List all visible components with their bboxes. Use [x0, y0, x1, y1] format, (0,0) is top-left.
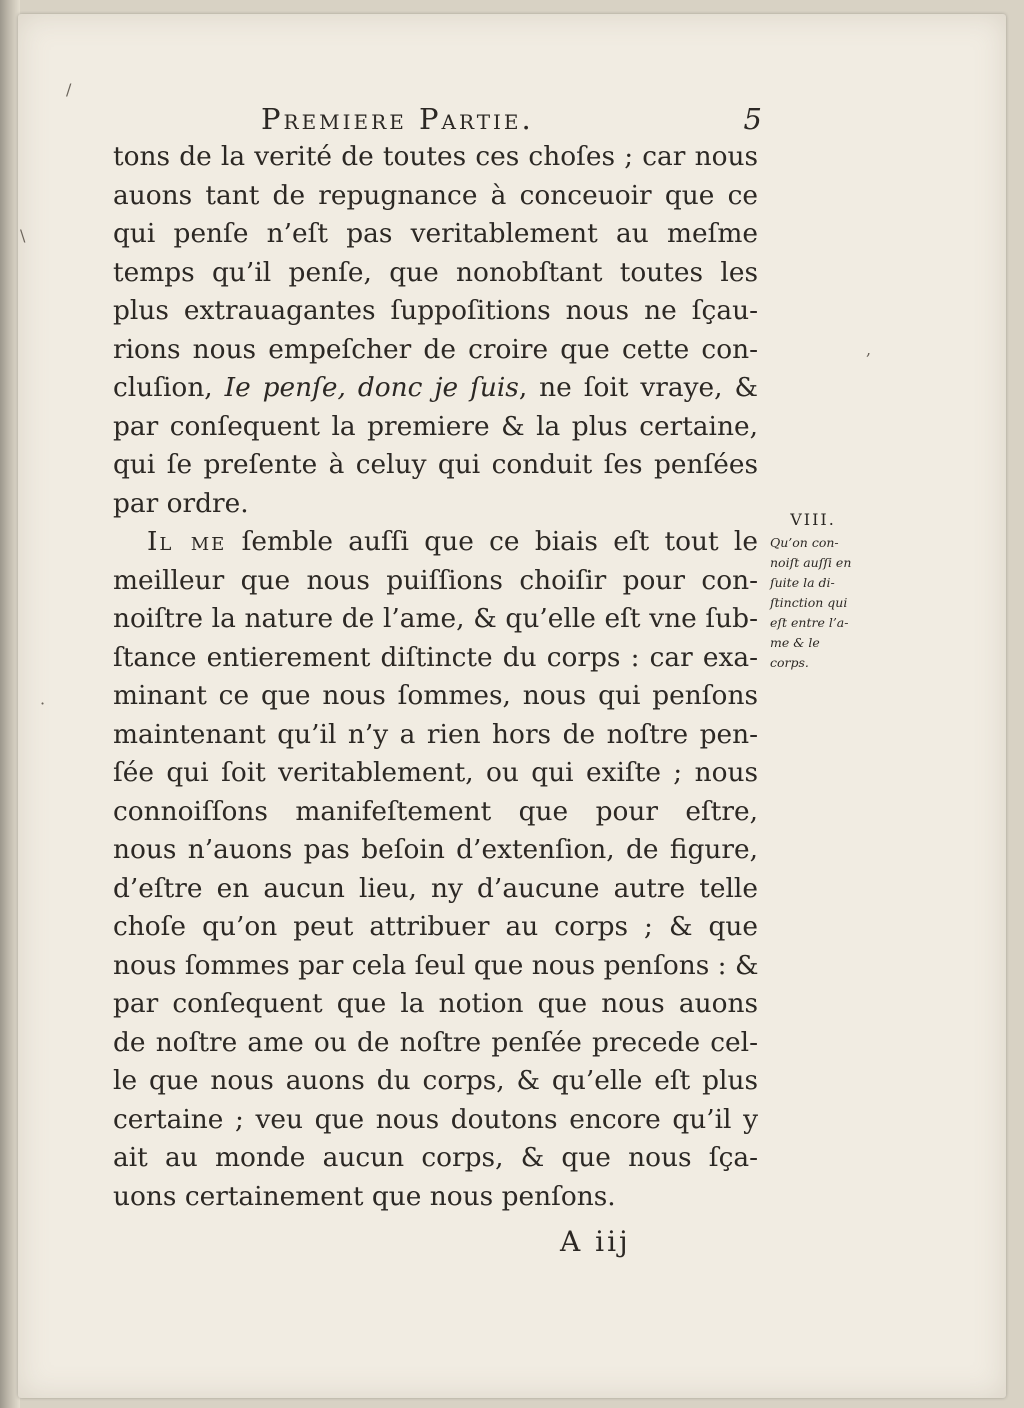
text-line: tons de la verité de toutes ces choſes ; car nous — [113, 141, 758, 172]
text-line: le que nous auons du corps, & qu’elle eſt plus — [113, 1065, 758, 1096]
body-text — [113, 138, 758, 1216]
text-line: ſtance entierement diſtincte du corps : car exa- — [113, 641, 758, 673]
text-line: noiſtre la nature de l’ame, & qu’elle eſt vne ſub- — [113, 603, 758, 634]
text-line: meilleur que nous puiſſions choiſir pour con- — [113, 564, 758, 596]
text-line: choſe qu’on peut attribuer au corps ; & que — [113, 911, 758, 942]
text-line: ait au monde aucun corps, & que nous ſça- — [113, 1142, 758, 1173]
text-line: par conſequent la premiere & la plus certaine, — [113, 410, 758, 442]
margin-note-line: Qu’on con- — [770, 535, 839, 550]
margin-note — [770, 510, 856, 673]
text-line: qui penſe n’eſt pas veritablement au meſme — [113, 218, 758, 249]
ink-speck: / — [66, 80, 72, 99]
text-line: de noſtre ame ou de noſtre penſée precede cel- — [113, 1026, 758, 1058]
text-line: qui ſe preſente à celuy qui conduit ſes penſées — [113, 449, 758, 480]
paragraph-opening: Il me — [147, 526, 227, 557]
ink-speck: , — [866, 340, 872, 359]
ink-speck: · — [40, 694, 46, 713]
ink-speck: \ — [20, 226, 26, 245]
text-line: minant ce que nous ſommes, nous qui penſons — [113, 680, 758, 711]
cogito-phrase: Ie penſe, donc je ſuis — [224, 372, 519, 403]
text-line: connoiſſons manifeſtement que pour eſtre, — [113, 795, 758, 827]
scan-edge — [0, 0, 20, 1408]
margin-note-line: eſt entre l’a- — [770, 615, 849, 630]
text-line: d’eſtre en aucun lieu, ny d’aucune autre telle — [113, 872, 758, 904]
text-line: ſée qui ſoit veritablement, ou qui exiſte ; nous — [113, 757, 758, 788]
text-line: par ordre. — [113, 487, 249, 519]
text-line: temps qu’il penſe, que nonobſtant toutes les — [113, 256, 758, 288]
signature-mark: A iij — [560, 1225, 631, 1258]
text-line: rions nous empeſcher de croire que cette con- — [113, 333, 758, 365]
page-number: 5 — [743, 102, 765, 136]
running-head — [245, 102, 765, 138]
margin-note-line: me & le — [770, 635, 820, 650]
text-line: cluſion, Ie penſe, donc je ſuis, ne ſoit vraye, & — [113, 372, 758, 403]
text-line: uons certainement que nous penſons. — [113, 1180, 616, 1212]
margin-note-number: VIII. — [790, 510, 836, 529]
text-line: plus extrauagantes ſuppoſitions nous ne ſçau- — [113, 295, 758, 326]
margin-note-line: ſuite la di- — [770, 575, 835, 590]
margin-note-line: noiſt auſſi en — [770, 555, 852, 570]
text-line: maintenant qu’il n’y a rien hors de noſtre pen- — [113, 718, 758, 750]
text-line: nous n’auons pas beſoin d’extenſion, de figure, — [113, 834, 758, 865]
text-line: certaine ; veu que nous doutons encore qu’il y — [113, 1103, 758, 1135]
text-line: nous ſommes par cela ſeul que nous penſons : & — [113, 949, 759, 981]
margin-note-line: ſtinction qui — [770, 595, 848, 610]
margin-note-line: corps. — [770, 655, 809, 670]
text-line: auons tant de repugnance à conceuoir que ce — [113, 179, 758, 211]
text-line: par conſequent que la notion que nous auons — [113, 988, 758, 1019]
text-line: Il me ſemble auſſi que ce biais eſt tout le — [147, 526, 758, 557]
running-head-title: Premiere Partie. — [261, 102, 534, 136]
